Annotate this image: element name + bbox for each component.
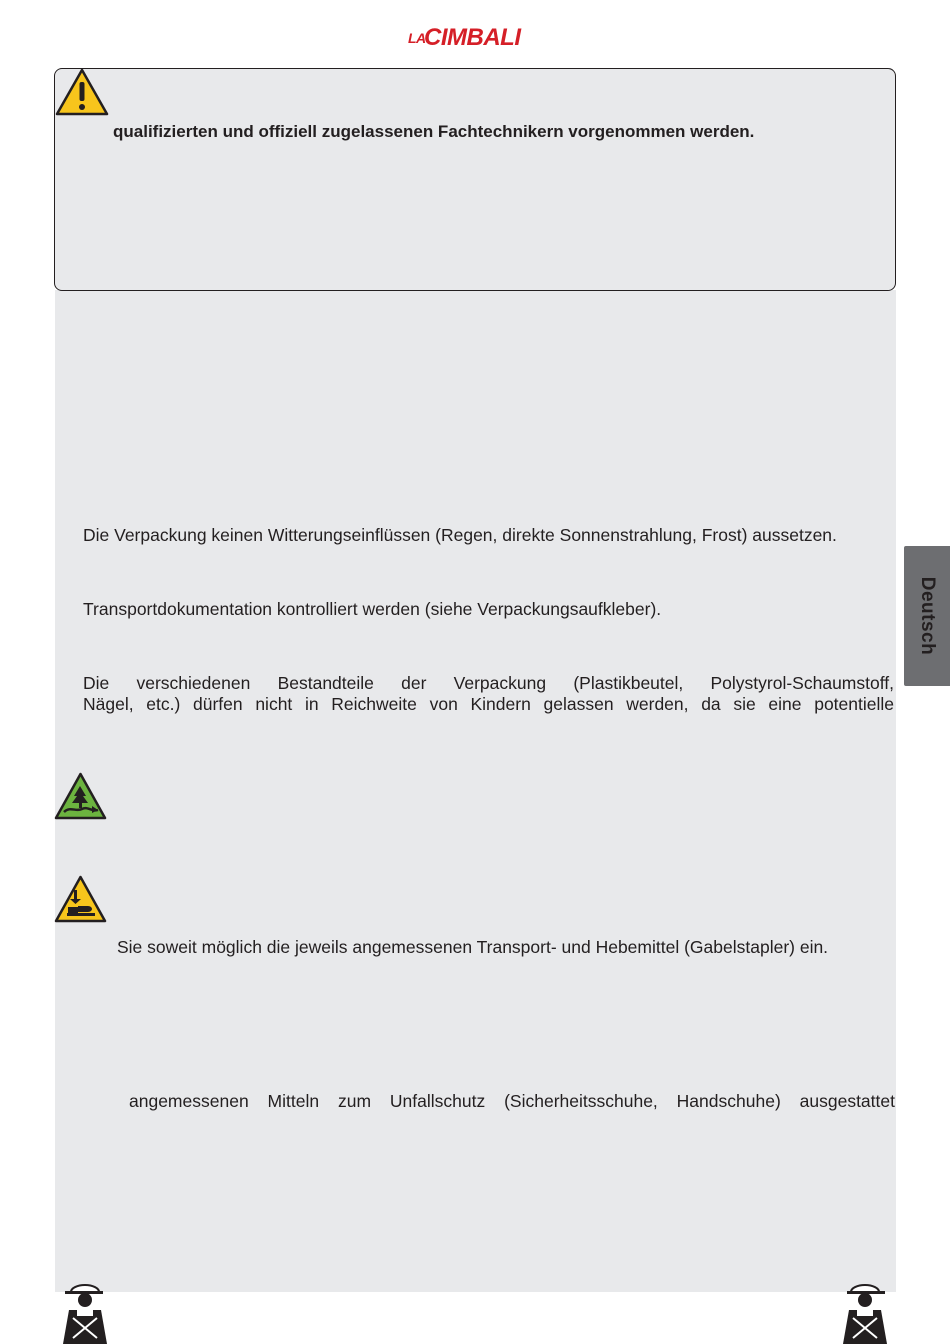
protection-paragraph: angemessenen Mitteln zum Unfallschutz (Sicherheitsschuhe, Handschuhe) ausgestattet: [129, 1091, 895, 1111]
worker-icon: [833, 1282, 895, 1344]
environment-icon: [54, 772, 107, 820]
packaging-line-1: Die verschiedenen Bestandteile der Verpackung (Plastikbeutel, Polystyrol-Schaumstoff,: [83, 673, 894, 693]
warning-text: qualifizierten und offiziell zugelassenen Fachtechnikern vorgenommen werden.: [113, 122, 755, 141]
language-tab[interactable]: [904, 546, 950, 686]
warning-box: [54, 68, 896, 291]
logo-brand: CIMBALI: [424, 24, 521, 51]
lifting-paragraph: Sie soweit möglich die jeweils angemessenen Transport- und Hebemittel (Gabelstapler) ein.: [117, 937, 829, 957]
language-tab-label: Deutsch: [917, 576, 938, 656]
warning-triangle-icon: [55, 68, 109, 116]
weather-paragraph: Die Verpackung keinen Witterungseinflüssen (Regen, direkte Sonnenstrahlung, Frost) aussetzen.: [83, 525, 837, 545]
transport-doc-paragraph: Transportdokumentation kontrolliert werden (siehe Verpackungsaufkleber).: [83, 599, 662, 619]
logo-prefix: LA: [408, 30, 426, 46]
brand-logo: [404, 22, 546, 56]
crush-hazard-icon: [54, 875, 107, 923]
worker-icon: [55, 1282, 117, 1344]
packaging-line-2: Nägel, etc.) dürfen nicht in Reichweite von Kindern gelassen werden, da sie eine potentielle: [83, 694, 894, 714]
content-panel: [55, 290, 896, 1292]
